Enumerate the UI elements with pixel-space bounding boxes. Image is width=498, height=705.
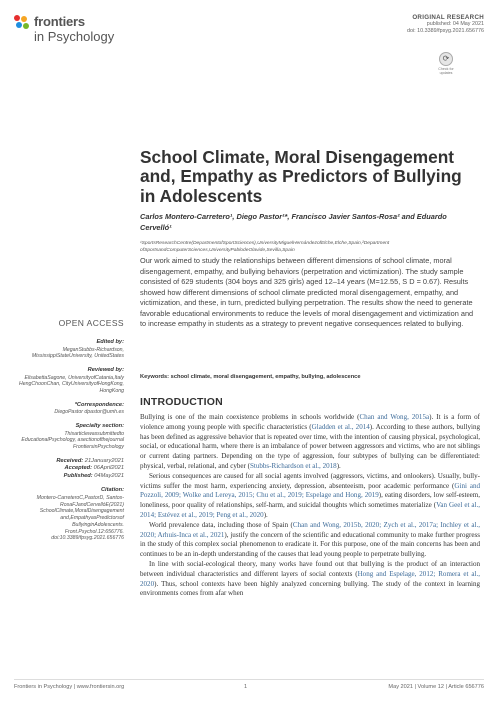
body-paragraph (140, 413, 480, 472)
edited-by (14, 339, 124, 360)
refresh-icon: ⟳ (439, 52, 453, 66)
citation-link[interactable]: Gladden et al., 2014 (311, 422, 370, 431)
correspondence-text[interactable]: DiegoPastor dpastor@umh.es (54, 409, 124, 416)
footer-issue-info: May 2021 | Volume 12 | Article 656776 (388, 684, 484, 690)
footer-divider (14, 679, 484, 680)
body-text: ). According to these authors, bullying has been defined as aggressive behavior that is repeated over time, with the intention of causing physical, psychological, social, or educational harm, where there is an imbalance of power between aggressors and victims, who are not siblings or current dating partners. Depending on the type of aggression, four subtypes of bullying can be differentiated: physical, verbal, relational, and cyber ( (140, 422, 480, 470)
article-meta (407, 14, 484, 35)
author-list[interactable]: Carlos Montero-Carretero¹, Diego Pastor¹*, Francisco Javier Santos-Rosa² and Eduardo Cervelló¹ (140, 212, 447, 232)
citation-text: Montero-CarreteroC,PastorD, Santos-RosaFJandCervellóE(2021) SchoolClimate,MoralDisengagement and,EmpathyasPredictorsof BullyinginAdolescents. Front.Psychol.12:656776. doi:10.3389/fpsyg.2021.656776 (36, 495, 124, 542)
correspondence (14, 402, 124, 416)
body-text: ). (336, 461, 341, 470)
citation-link[interactable]: Van Geel et al., 2014; Estévez et al., 2019; Peng et al., 2020 (140, 501, 480, 519)
citation (14, 487, 124, 542)
citation-link[interactable]: Gini and Pozzoli, 2009; Wolke and Lereya, 2015; Chu et al., 2019; Espelage and Hong, 2019 (140, 481, 480, 500)
specialty-section (14, 423, 124, 451)
body-text: ). It is a form of violence among young people with specific characteristics ( (140, 413, 480, 431)
body-text: ), eating disorders, low self-esteem, loneliness, poor quality of relationships, self-harm, and suicidal thoughts which sometimes materialize ( (140, 491, 481, 510)
page-number: 1 (244, 684, 248, 690)
article-sidebar (14, 332, 124, 542)
body-paragraph (140, 521, 480, 560)
logo-journal-text: in Psychology (34, 29, 115, 44)
journal-logo[interactable] (14, 14, 134, 54)
citation-link[interactable]: Chan and Wong, 2015b, 2020; Zych et al., 2017a; Inchley et al., 2020; Arhuis-Inca et al., 2021 (140, 520, 480, 539)
affiliations: ¹SportsResearchCentre(DepartmentofSportSciences),UniversityMiguelHernándezofElche,Elche,Spain,²Department ofSportsandComputerSciences,UniversityPablodeOlavide,Sevilla,Spain (140, 241, 390, 254)
edited-by-label: Edited by: (96, 339, 124, 345)
logo-brand-text: frontiers (34, 14, 85, 29)
correspondence-label: *Correspondence: (74, 401, 124, 408)
edited-by-text[interactable]: MeganStubbs-Richardson, MississippiStateUniversity, UnitedStates (31, 346, 124, 360)
body-text: World prevalence data, including those of Spain ( (149, 520, 293, 529)
body-text: Bullying is one of the main coexistence problems in schools worldwide ( (140, 413, 360, 421)
body-text: ). (263, 510, 268, 519)
specialty-section-text: Thisarticlewassubmittedto EducationalPsychology, asectionofthejournal FrontiersinPsychology (21, 430, 124, 450)
keywords: Keywords: school climate, moral disengagement, empathy, bullying, adolescence (140, 374, 361, 380)
citation-link[interactable]: Chan and Wong, 2015a (359, 413, 430, 421)
citation-label: Citation: (100, 487, 124, 494)
section-heading-introduction: INTRODUCTION (140, 396, 223, 408)
logo-dot-blue (16, 22, 22, 28)
accepted-date: Accepted: 06April2021 (64, 465, 124, 472)
reviewed-by-label: Reviewed by: (87, 367, 124, 373)
logo-dot-orange (21, 16, 27, 22)
article-title: School Climate, Moral Disengagement and, Empathy as Predictors of Bullying in Adolescents (140, 147, 462, 206)
reviewed-by-text[interactable]: ElisabettaSagone, UniversityofCatania,Italy HengChoonChan, CityUniversityofHongKong, HongKong (19, 374, 124, 394)
body-paragraph (140, 560, 480, 599)
citation-link[interactable]: Hong and Espelage, 2012; Romera et al., 2020 (140, 569, 480, 588)
article-type: ORIGINAL RESEARCH (412, 14, 484, 21)
doi-link[interactable]: doi: 10.3389/fpsyg.2021.656776 (406, 28, 484, 34)
reviewed-by (14, 367, 124, 395)
body-text: Serious consequences are caused for all social agents involved (aggressors, victims, and onlookers). Usually, bully-victims suffer the most harm, experiencing anxiety, depression, absenteeism, poor academic performance ( (140, 471, 480, 490)
published-date-sidebar: Published: 04May2021 (63, 472, 124, 479)
logo-dot-red (14, 15, 20, 21)
check-for-updates-label: Check for updates (438, 67, 454, 76)
body-text: In line with social-ecological theory, many works have found out that bullying is the product of an interaction between individual characteristics and different layers of social contexts ( (140, 559, 480, 578)
published-date: published: 04 May 2021 (426, 21, 484, 27)
open-access-label: OPEN ACCESS (58, 318, 124, 328)
footer-journal-link[interactable]: Frontiers in Psychology | www.frontiersin.org (14, 684, 125, 690)
citation-link[interactable]: Stubbs-Richardson et al., 2018 (249, 461, 337, 470)
logo-dot-green (23, 23, 29, 29)
frontiers-logo-icon (14, 15, 30, 31)
received-date: Received: 21January2021 (56, 457, 124, 464)
body-paragraph (140, 472, 480, 521)
body-text: ). Thus, school contexts have been highly analyzed concerning bullying. The study of the context in learning environments comes from afar when (140, 579, 480, 598)
introduction-body (140, 413, 480, 599)
body-text: ), justify the concern of the scientific and educational community to make further progress in the study of this complex social phenomenon to eradicate it. For this purpose, one of the main concerns has been and continues to be an in-depth understanding of the causes that lead young people to perpetrate bullying. (140, 530, 480, 559)
check-for-updates-badge[interactable] (436, 52, 456, 78)
abstract: Our work aimed to study the relationships between different dimensions of school climate, moral disengagement, empathy, and bullying behaviors (perpetration and victimization). The study sample consisted of 629 students (304 boys and 325 girls) aged 12–14 years (M=12.55, S D = 0.67). Results showed how different dimensions of school climate predicted moral disengagement, empathy, and victimization, and these, in turn, predicted bullying perpetration. The results show the need to generate favorable educational environments to reduce the levels of moral disengagement and victimization and to increase empathy in students as a strategy to prevent negative consequences related to bullying. (140, 256, 474, 329)
specialty-section-label: Specialty section: (75, 423, 124, 429)
article-dates (14, 458, 124, 481)
